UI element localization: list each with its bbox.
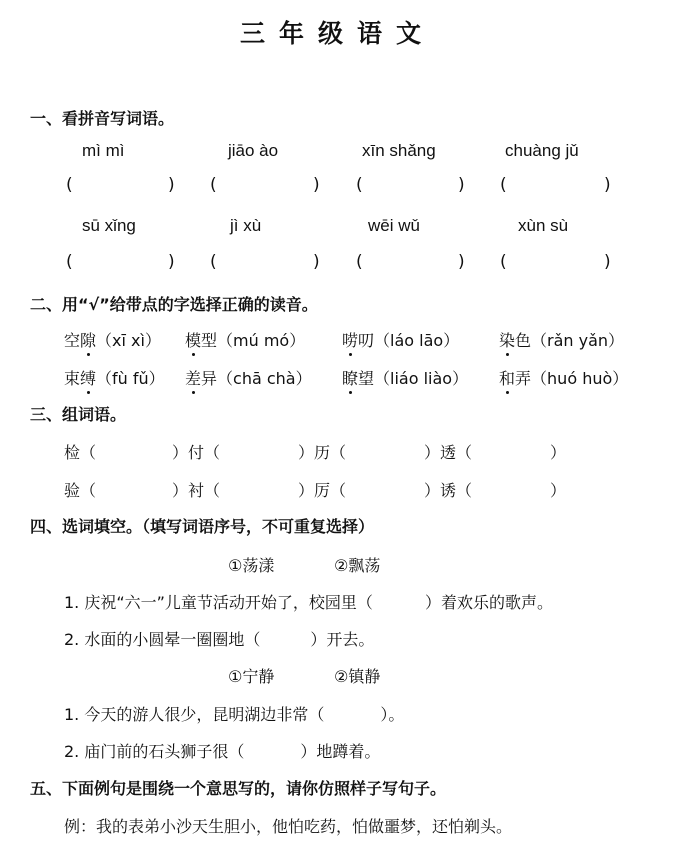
group-cell-1: 检（ — [64, 443, 97, 462]
pinyin-4: chuàng jǔ — [505, 141, 579, 160]
close-paren: ) — [458, 252, 465, 272]
group-cell-10: ） — [550, 481, 567, 500]
question-text: 2. 水面的小圆晕一圈圈地（ — [64, 630, 261, 649]
word-char: 叨 — [358, 331, 375, 350]
open-paren: ( — [210, 175, 217, 195]
dotted-char: 缚 — [80, 369, 97, 388]
open-paren: ( — [66, 252, 73, 272]
question-text: ）开去。 — [310, 630, 375, 649]
close-paren: ) — [313, 175, 320, 195]
close-paren: ) — [604, 252, 611, 272]
group-cell-7: ）衬（ — [172, 481, 221, 500]
group-cell-2: ）付（ — [172, 443, 221, 462]
dotted-char: 瞭 — [342, 369, 359, 388]
question-text: 1. 庆祝“六一”儿童节活动开始了，校园里（ — [64, 593, 373, 612]
pinyin-options: （mú mó） — [217, 331, 306, 350]
reading-item-3 — [342, 328, 459, 351]
pinyin-options: （rǎn yǎn） — [531, 331, 625, 350]
dotted-char: 染 — [499, 331, 516, 350]
word-char: 色 — [515, 331, 532, 350]
fill-question-2 — [64, 627, 374, 650]
dotted-char: 和 — [499, 369, 516, 388]
question-text: ）地蹲着。 — [300, 742, 381, 761]
question-text: ）着欢乐的歌声。 — [424, 593, 553, 612]
close-paren: ) — [313, 252, 320, 272]
pinyin-options: （xī xì） — [96, 331, 161, 350]
pinyin-options: （láo lāo） — [374, 331, 460, 350]
pinyin-3: xīn shǎng — [362, 141, 436, 160]
dotted-char: 差 — [185, 369, 202, 388]
close-paren: ) — [168, 252, 175, 272]
word-char: 空 — [64, 331, 81, 350]
close-paren: ) — [168, 175, 175, 195]
group-cell-4: ）透（ — [424, 443, 473, 462]
word-char: 束 — [64, 369, 81, 388]
pinyin-5: sū xǐng — [82, 216, 136, 235]
reading-item-1 — [64, 328, 161, 351]
fill-question-4 — [64, 739, 380, 762]
pinyin-1: mì mì — [82, 141, 125, 160]
page-title: 三年级语文 — [239, 19, 435, 48]
reading-item-2 — [185, 328, 305, 351]
example-sentence: 例：我的表弟小沙天生胆小，他怕吃药，怕做噩梦，还怕剃头。 — [64, 817, 513, 836]
section-4-heading: 四、选词填空。（填写词语序号，不可重复选择） — [30, 517, 375, 536]
fill-question-1 — [64, 590, 553, 613]
word-option-2: ②飘荡 — [334, 556, 381, 575]
close-paren: ) — [604, 175, 611, 195]
close-paren: ) — [458, 175, 465, 195]
section-3-heading: 三、组词语。 — [30, 405, 127, 424]
reading-item-4 — [499, 328, 624, 351]
pinyin-options: （liáo liào） — [374, 369, 469, 388]
dotted-char: 隙 — [80, 331, 97, 350]
word-char: 望 — [358, 369, 375, 388]
open-paren: ( — [500, 175, 507, 195]
word-char: 弄 — [515, 369, 532, 388]
section-2-heading: 二、用“√”给带点的字选择正确的读音。 — [30, 295, 318, 314]
pinyin-options: （fù fǔ） — [96, 369, 165, 388]
pinyin-8: xùn sù — [518, 216, 569, 235]
group-cell-8: ）厉（ — [298, 481, 347, 500]
open-paren: ( — [356, 252, 363, 272]
open-paren: ( — [66, 175, 73, 195]
open-paren: ( — [500, 252, 507, 272]
pinyin-options: （chā chà） — [217, 369, 312, 388]
reading-item-7 — [342, 366, 468, 389]
fill-question-3 — [64, 702, 404, 725]
section-5-heading: 五、下面例句是围绕一个意思写的，请你仿照样子写句子。 — [30, 779, 447, 798]
word-char: 型 — [201, 331, 218, 350]
reading-item-6 — [185, 366, 312, 389]
dotted-char: 模 — [185, 331, 202, 350]
question-text: 2. 庙门前的石头狮子很（ — [64, 742, 245, 761]
section-1-heading: 一、看拼音写词语。 — [30, 109, 175, 128]
pinyin-2: jiāo ào — [228, 141, 279, 160]
group-cell-3: ）历（ — [298, 443, 347, 462]
open-paren: ( — [210, 252, 217, 272]
pinyin-options: （huó huò） — [531, 369, 629, 388]
open-paren: ( — [356, 175, 363, 195]
question-text: 1. 今天的游人很少，昆明湖边非常（ — [64, 705, 325, 724]
dotted-char: 唠 — [342, 331, 359, 350]
reading-item-8 — [499, 366, 628, 389]
reading-item-5 — [64, 366, 165, 389]
pinyin-6: jì xù — [230, 216, 262, 235]
pinyin-7: wēi wǔ — [368, 216, 420, 235]
word-option-3: ①宁静 — [228, 667, 275, 686]
group-cell-9: ）诱（ — [424, 481, 473, 500]
group-cell-5: ） — [550, 443, 567, 462]
word-option-4: ②镇静 — [334, 667, 381, 686]
word-option-1: ①荡漾 — [228, 556, 275, 575]
group-cell-6: 验（ — [64, 481, 97, 500]
question-text: ）。 — [380, 705, 405, 724]
word-char: 异 — [201, 369, 218, 388]
